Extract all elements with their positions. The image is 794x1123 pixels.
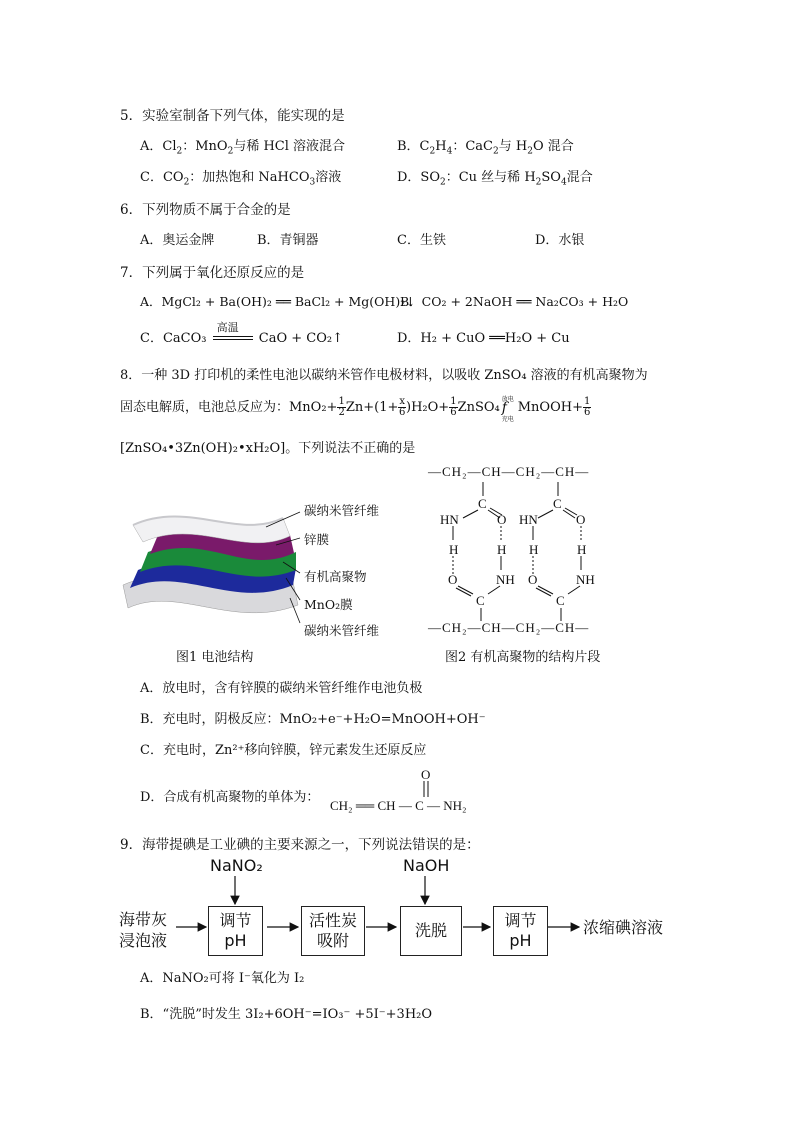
monomer-formula: CH₂ ══ CH — C — NH₂: [330, 798, 467, 813]
q8-option-d: D．合成有机高聚物的单体为：: [140, 790, 320, 805]
fig1-label-polymer: 有机高聚物: [304, 569, 367, 584]
q8-stem-line1: 8．一种 3D 打印机的柔性电池以碳纳米管作电极材料，以吸收 ZnSO₄ 溶液的有机高聚物为: [120, 368, 648, 383]
fig1-label-carbon-top: 碳纳米管纤维: [304, 503, 380, 518]
fig2-h-3: H: [529, 542, 539, 557]
fig2-o-bottom-left: O: [448, 572, 458, 587]
monomer-carbonyl-oxygen: O: [421, 767, 431, 782]
q5-option-b: B．$C_2H_4$：CaC$_2$与 $H_2O$ 混合: [397, 139, 574, 157]
q8-option-c: C．充电时，Zn²⁺移向锌膜，锌元素发生还原反应: [140, 743, 427, 758]
q6-stem: 6．下列物质不属于合金的是: [120, 202, 291, 218]
q9-stem: 9．海带提碘是工业碘的主要来源之一，下列说法错误的是：: [120, 837, 480, 853]
q5-option-c: C．$CO_2$：加热饱和 NaHCO$_3$溶液: [140, 170, 342, 188]
q8-option-a: A．放电时，含有锌膜的碳纳米管纤维作电池负极: [140, 681, 423, 696]
fig2-o-top-left: O: [497, 512, 507, 527]
fig2-hn-right: HN: [519, 512, 538, 527]
start-line1: 海带灰: [119, 910, 168, 929]
fig2-c-bottom-left: C: [476, 593, 485, 608]
fig1-caption: 图1 电池结构: [176, 650, 254, 665]
q7-option-d: D．H₂ + CuO ══H₂O + Cu: [397, 331, 570, 346]
q6-option-a: A．奥运金牌: [140, 233, 215, 248]
q7-option-a: A．MgCl₂ + Ba(OH)₂ ══ BaCl₂ + Mg(OH)₂↓: [140, 294, 416, 309]
fig2-o-bottom-right: O: [528, 572, 538, 587]
q9-option-b: B．“洗脱”时发生 3I₂+6OH⁻=IO₃⁻ +5I⁻+3H₂O: [140, 1007, 433, 1022]
fig1-label-mno2: MnO₂膜: [304, 597, 353, 612]
q8-stem-line2: 固态电解质，电池总反应为：MnO₂+ $\frac{1}{2}$ Zn+(1+ $\frac{x}{6}$ )H₂O+ $\frac{1}{6}$ ZnSO₄ 放电 f 充电 MnOOH+ $\frac{1}{6}$: [120, 395, 591, 423]
fig2-nh-right: NH: [576, 572, 595, 587]
fig2-hn-left: HN: [440, 512, 459, 527]
fig1-label-carbon-bottom: 碳纳米管纤维: [304, 623, 380, 638]
q7-option-c: C．CaCO₃ 高温 CaO + CO₂↑: [140, 320, 343, 346]
step-adjust-ph-1: 调节 pH: [208, 906, 263, 956]
step-elution: 洗脱: [400, 906, 462, 956]
start-line2: 浸泡液: [119, 931, 168, 950]
step-adjust-ph-2: 调节 pH: [493, 906, 548, 956]
fig2-c-top-right: C: [553, 496, 562, 511]
q9-option-a: A．NaNO₂可将 I⁻氧化为 I₂: [140, 971, 305, 986]
fig2-bottom-chain: —CH₂—CH—CH₂—CH—: [428, 620, 590, 635]
fig2-c-bottom-right: C: [556, 593, 565, 608]
fig2-caption: 图2 有机高聚物的结构片段: [445, 650, 601, 665]
q6-option-d: D．水银: [535, 233, 585, 248]
q5-option-d: D．$SO_2$：Cu 丝与稀 $H_2SO_4$混合: [397, 170, 593, 188]
q7-stem: 7．下列属于氧化还原反应的是: [120, 265, 305, 281]
end-product: 浓缩碘溶液: [583, 918, 664, 937]
fig2-h-2: H: [497, 542, 507, 557]
reagent-nano2: NaNO₂: [210, 856, 263, 875]
fig2-h-1: H: [449, 542, 459, 557]
heat-arrow: 高温: [211, 332, 255, 346]
q5-option-a: A．$Cl_2$：MnO$_2$与稀 HCl 溶液混合: [140, 139, 346, 157]
q8-stem-line3: [ZnSO₄•3Zn(OH)₂•xH₂O]。下列说法不正确的是: [120, 441, 416, 456]
q8-option-b: B．充电时，阴极反应：MnO₂+e⁻+H₂O=MnOOH+OH⁻: [140, 712, 486, 727]
q6-option-c: C．生铁: [397, 233, 446, 248]
step-activated-carbon: 活性炭 吸附: [301, 906, 365, 956]
fig2-nh-left: NH: [496, 572, 515, 587]
monomer-double-bond-o: [422, 781, 430, 799]
fig2-c-top-left: C: [478, 496, 487, 511]
charge-discharge-arrow: 放电 f 充电: [501, 395, 514, 423]
reagent-naoh: NaOH: [403, 856, 450, 875]
fig2-o-top-right: O: [576, 512, 586, 527]
q5-stem: 5．实验室制备下列气体，能实现的是: [120, 108, 345, 124]
fig2-top-chain: —CH₂—CH—CH₂—CH—: [428, 464, 590, 479]
fig1-label-zinc: 锌膜: [304, 532, 330, 547]
fig2-h-4: H: [577, 542, 587, 557]
q7-option-b: B．CO₂ + 2NaOH ══ Na₂CO₃ + H₂O: [400, 294, 629, 309]
q6-option-b: B．青铜器: [257, 233, 319, 248]
